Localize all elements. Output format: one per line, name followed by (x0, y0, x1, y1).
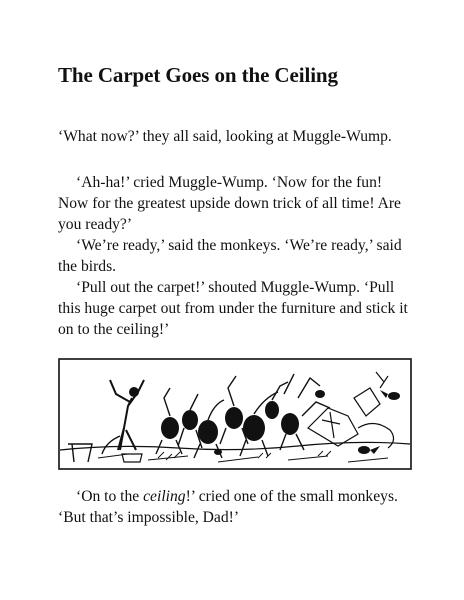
paragraph-5-after: !’ cried one of the small monkeys. ‘But that’s impossible, Dad!’ (58, 488, 398, 526)
paragraph-5-before: ‘On to the (76, 488, 144, 505)
paragraph-1: ‘What now?’ they all said, looking at Muggle-Wump. (58, 128, 392, 145)
chapter-title: The Carpet Goes on the Ceiling (58, 63, 338, 87)
monkeys-and-birds-drawing (58, 358, 412, 470)
paragraph-5 (58, 486, 410, 528)
paragraph-4: ‘Pull out the carpet!’ shouted Muggle-Wump. ‘Pull this huge carpet out from under the furniture and stick it on to the ceiling!’ (58, 279, 408, 338)
paragraph-3: ‘We’re ready,’ said the monkeys. ‘We’re ready,’ said the birds. (58, 237, 402, 275)
illustration (58, 358, 412, 470)
paragraph-2: ‘Ah-ha!’ cried Muggle-Wump. ‘Now for the fun! Now for the greatest upside down trick of all time! Are you ready?’ (58, 174, 401, 233)
paragraph-5-emphasis: ceiling (143, 488, 186, 505)
